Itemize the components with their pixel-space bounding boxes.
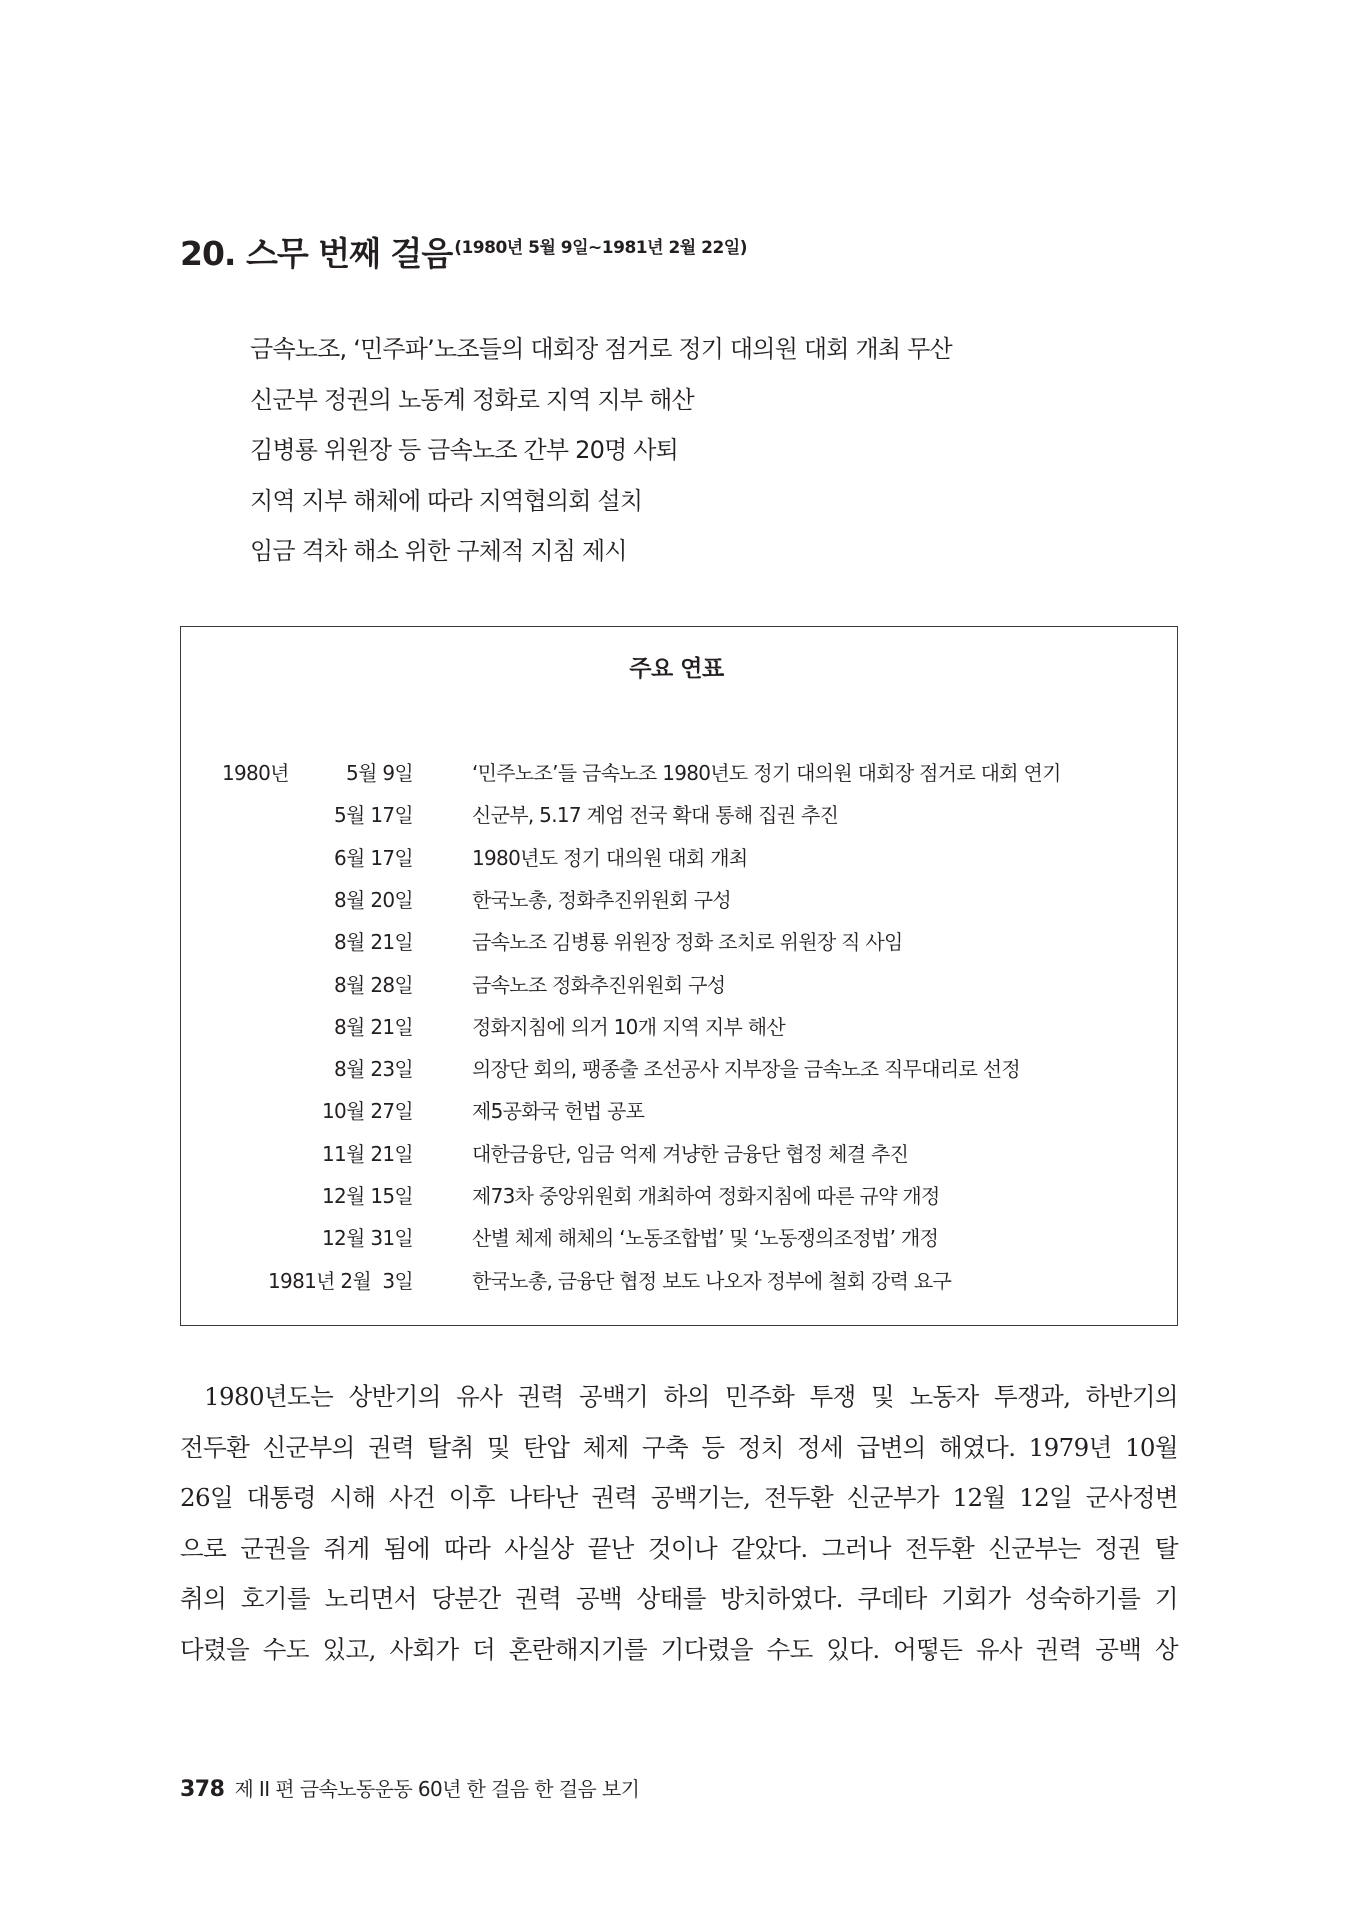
chapter-period: (1980년 5월 9일~1981년 2월 22일) [454,238,747,258]
timeline-row [0,837,1359,879]
body-line: 취의 호기를 노리면서 당분간 권력 공백 상태를 방치하였다. 쿠데타 기회가 성숙하기를 기 [180,1584,1178,1613]
timeline-event: 대한금융단, 임금 억제 겨냥한 금융단 협정 체결 추진 [472,1141,909,1166]
body-line: 26일 대통령 시해 사건 이후 나타난 권력 공백기는, 전두환 신군부가 12월 12일 군사정변 [180,1483,1178,1512]
chapter-title [180,226,747,276]
summary-item: 김병룡 위원장 등 금속노조 간부 20명 사퇴 [250,436,679,464]
timeline-date: 5월 17일 [334,803,413,828]
timeline-event: 산별 체제 해체의 ‘노동조합법’ 및 ‘노동쟁의조정법’ 개정 [472,1226,939,1251]
body-line: 1980년도는 상반기의 유사 권력 공백기 하의 민주화 투쟁 및 노동자 투쟁과, 하반기의 [204,1382,1178,1411]
timeline-date: 5월 9일 [346,761,413,785]
timeline-event: 금속노조 김병룡 위원장 정화 조치로 위원장 직 사임 [472,930,903,955]
timeline-event: 의장단 회의, 팽종출 조선공사 지부장을 금속노조 직무대리로 선정 [472,1057,1020,1082]
timeline-row [0,1048,1359,1090]
timeline-row [0,879,1359,921]
page-footer [180,1774,639,1806]
body-line: 다렸을 수도 있고, 사회가 더 혼란해지기를 기다렸을 수도 있다. 어떻든 유사 권력 공백 상 [180,1634,1178,1664]
body-line: 전두환 신군부의 권력 탈취 및 탄압 체제 구축 등 정치 정세 급변의 해였다. 1979년 10월 [180,1432,1178,1462]
timeline-date: 8월 20일 [334,887,413,912]
timeline-event: 한국노총, 정화추진위원회 구성 [472,887,732,912]
timeline-row [0,964,1359,1006]
timeline-row [0,794,1359,836]
body-line: 으로 군권을 쥐게 됨에 따라 사실상 끝난 것이나 같았다. 그러나 전두환 신군부는 정권 탈 [180,1533,1178,1563]
timeline-date: 6월 17일 [334,845,413,870]
timeline-date: 8월 28일 [334,972,413,997]
timeline-date: 10월 27일 [322,1099,413,1124]
timeline-date: 11월 21일 [322,1141,413,1166]
summary-item: 신군부 정권의 노동계 정화로 지역 지부 해산 [250,385,694,414]
timeline-date: 12월 31일 [322,1226,413,1251]
timeline-title [0,654,1359,684]
running-head: 제 II 편 금속노동운동 60년 한 걸음 한 걸음 보기 [234,1777,640,1801]
timeline-event: ‘민주노조’들 금속노조 1980년도 정기 대의원 대회장 점거로 대회 연기 [472,761,1061,785]
timeline-event: 한국노총, 금융단 협정 보도 나오자 정부에 철회 강력 요구 [472,1268,952,1293]
timeline-row [0,1175,1359,1217]
timeline-event: 1980년도 정기 대의원 대회 개최 [472,845,748,870]
timeline-row [0,1133,1359,1175]
timeline-event: 금속노조 정화추진위원회 구성 [472,972,726,997]
timeline-row [0,1260,1359,1302]
body-paragraph [180,1372,1178,1675]
timeline-event: 제73차 중앙위원회 개최하여 정화지침에 따른 규약 개정 [472,1184,940,1208]
summary-item: 금속노조, ‘민주파’노조들의 대회장 점거로 정기 대의원 대회 개최 무산 [250,335,952,363]
timeline-date: 8월 21일 [334,930,413,955]
timeline-event: 신군부, 5.17 계엄 전국 확대 통해 집권 추진 [472,803,839,828]
timeline-event: 제5공화국 헌법 공포 [472,1099,645,1124]
timeline-row [0,1217,1359,1259]
timeline-row [0,1006,1359,1048]
timeline-event: 정화지침에 의거 10개 지역 지부 해산 [472,1014,786,1039]
timeline-row [0,921,1359,963]
summary-item: 지역 지부 해체에 따라 지역협의회 설치 [250,486,643,515]
summary-item: 임금 격차 해소 위한 구체적 지침 제시 [250,537,627,565]
chapter-summary-list [250,324,952,577]
chapter-title-text: 20. 스무 번째 걸음 [180,234,453,273]
page-number: 378 [180,1777,225,1802]
timeline-date: 12월 15일 [322,1184,413,1208]
timeline-year: 1980년 [222,761,289,785]
timeline-date: 1981년 2월 3일 [268,1268,413,1293]
timeline-row [0,1090,1359,1132]
timeline-title-text: 주요 연표 [629,656,724,682]
timeline-date: 8월 23일 [334,1057,413,1082]
timeline-date: 8월 21일 [334,1014,413,1039]
timeline-row [0,752,1359,794]
